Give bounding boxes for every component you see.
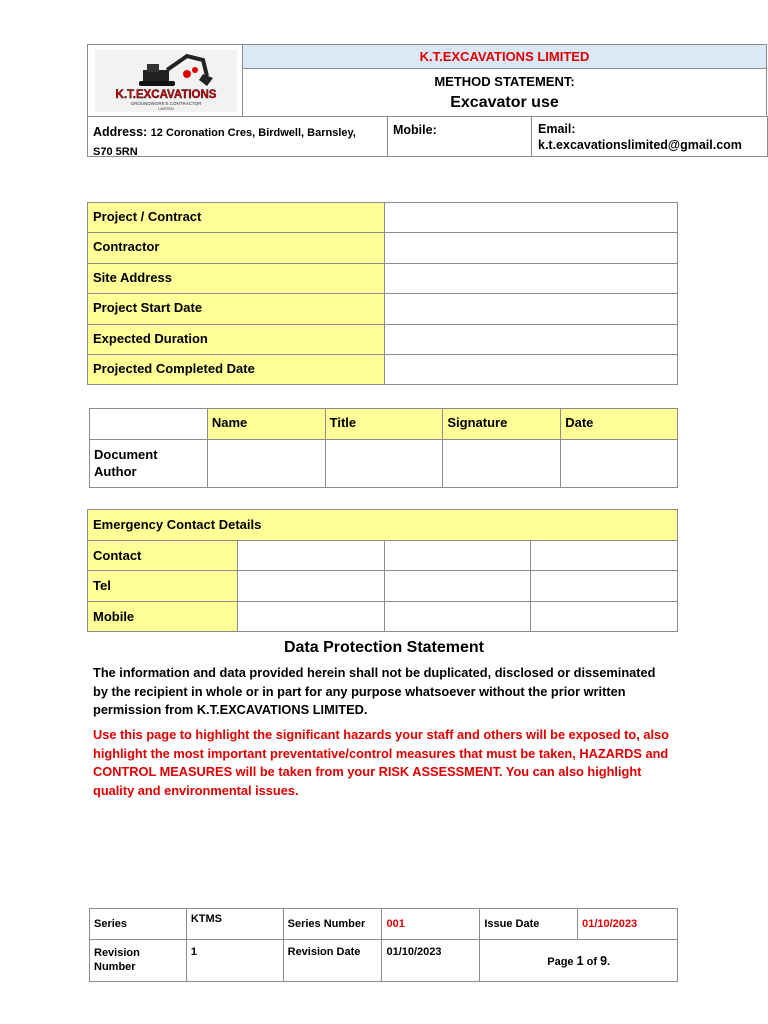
signature-header: Signature — [443, 409, 561, 440]
contractor-label: Contractor — [88, 233, 385, 263]
contact-field-3[interactable] — [531, 540, 678, 571]
page-number — [480, 940, 678, 982]
hazards-instruction-note: Use this page to highlight the significant hazards your staff and others will be exposed to, also highlight the most important preventative/control measures that must be taken, HAZARDS and CONTROL MEASURES will be taken from your RISK ASSESSMENT. You can also highlight quality and environmental issues. — [93, 727, 669, 798]
tel-field-1[interactable] — [237, 571, 384, 602]
data-protection-text: The information and data provided herein shall not be duplicated, disclosed or disseminated by the recipient in whole or in part for any purpose whatsoever without the prior written permission from K.T.EXCAVATIONS LIMITED. — [93, 665, 656, 718]
series-number-label: Series Number — [283, 909, 382, 940]
logo-cell — [87, 44, 243, 117]
issue-date-label: Issue Date — [480, 909, 578, 940]
revision-number-label: Revision Number — [90, 940, 187, 982]
document-author-label: Document Author — [90, 440, 208, 488]
completed-date-label: Projected Completed Date — [88, 354, 385, 384]
address-line2: S70 5RN — [93, 146, 138, 158]
mobile-label: Mobile: — [393, 123, 437, 137]
page-prefix: Page — [547, 955, 574, 968]
svg-text:LIMITED: LIMITED — [158, 106, 174, 111]
table-row — [90, 940, 678, 982]
page-suffix: . — [607, 955, 611, 968]
email-cell — [531, 116, 768, 157]
email-label: Email: — [538, 122, 576, 136]
contact-field-2[interactable] — [384, 540, 531, 571]
start-date-field[interactable] — [384, 294, 677, 324]
table-row — [90, 440, 678, 488]
series-value: KTMS — [186, 909, 283, 940]
address-label: Address: — [93, 125, 148, 139]
email-value: k.t.excavationslimited@gmail.com — [538, 138, 742, 152]
document-subject: Excavator use — [450, 94, 559, 111]
contractor-field[interactable] — [384, 233, 677, 263]
author-date-field[interactable] — [561, 440, 678, 488]
date-header: Date — [561, 409, 678, 440]
completed-date-field[interactable] — [384, 354, 677, 384]
page-current: 1 — [576, 953, 584, 968]
author-signature-field[interactable] — [443, 440, 561, 488]
mobile-field-2[interactable] — [384, 601, 531, 632]
author-name-field[interactable] — [207, 440, 325, 488]
table-row — [88, 233, 678, 263]
project-contract-label: Project / Contract — [88, 203, 385, 233]
data-protection-title: Data Protection Statement — [283, 639, 485, 656]
mobile-field-1[interactable] — [237, 601, 384, 632]
site-address-field[interactable] — [384, 263, 677, 293]
revision-number-value: 1 — [186, 940, 283, 982]
address-line1: 12 Coronation Cres, Birdwell, Barnsley, — [150, 127, 356, 139]
table-row — [88, 601, 678, 632]
document-author-table — [89, 408, 678, 488]
table-header-row — [88, 510, 678, 541]
address-cell — [87, 116, 388, 157]
emergency-contact-table — [87, 509, 678, 632]
svg-text:GROUNDWORK'S CONTRACTOR: GROUNDWORK'S CONTRACTOR — [130, 101, 202, 106]
revision-date-label: Revision Date — [283, 940, 382, 982]
emergency-title: Emergency Contact Details — [88, 510, 678, 541]
tel-field-2[interactable] — [384, 571, 531, 602]
mobile-label-row: Mobile — [88, 601, 238, 632]
method-statement-cell — [242, 68, 767, 117]
company-name: K.T.EXCAVATIONS LIMITED — [242, 44, 767, 69]
excavator-logo-icon — [95, 50, 237, 112]
table-row — [88, 203, 678, 233]
project-details-table — [87, 202, 678, 385]
mobile-field-3[interactable] — [531, 601, 678, 632]
corner-cell — [90, 409, 208, 440]
table-row — [88, 294, 678, 324]
table-row — [90, 909, 678, 940]
project-contract-field[interactable] — [384, 203, 677, 233]
table-row — [88, 354, 678, 384]
name-header: Name — [207, 409, 325, 440]
table-row — [88, 540, 678, 571]
page-of: of — [586, 955, 597, 968]
tel-label: Tel — [88, 571, 238, 602]
series-label: Series — [90, 909, 187, 940]
company-logo — [95, 50, 237, 112]
table-row — [88, 324, 678, 354]
document-type: METHOD STATEMENT: — [434, 74, 575, 89]
contact-field-1[interactable] — [237, 540, 384, 571]
expected-duration-label: Expected Duration — [88, 324, 385, 354]
issue-date-value: 01/10/2023 — [578, 909, 678, 940]
site-address-label: Site Address — [88, 263, 385, 293]
table-row — [88, 263, 678, 293]
revision-date-value: 01/10/2023 — [382, 940, 480, 982]
title-header: Title — [325, 409, 443, 440]
start-date-label: Project Start Date — [88, 294, 385, 324]
table-header-row — [90, 409, 678, 440]
page-total: 9 — [600, 953, 608, 968]
expected-duration-field[interactable] — [384, 324, 677, 354]
svg-text:K.T.EXCAVATIONS: K.T.EXCAVATIONS — [115, 89, 217, 101]
mobile-cell — [387, 116, 532, 157]
table-row — [88, 571, 678, 602]
tel-field-3[interactable] — [531, 571, 678, 602]
document-control-table — [89, 908, 678, 982]
author-title-field[interactable] — [325, 440, 443, 488]
contact-label: Contact — [88, 540, 238, 571]
series-number-value: 001 — [382, 909, 480, 940]
